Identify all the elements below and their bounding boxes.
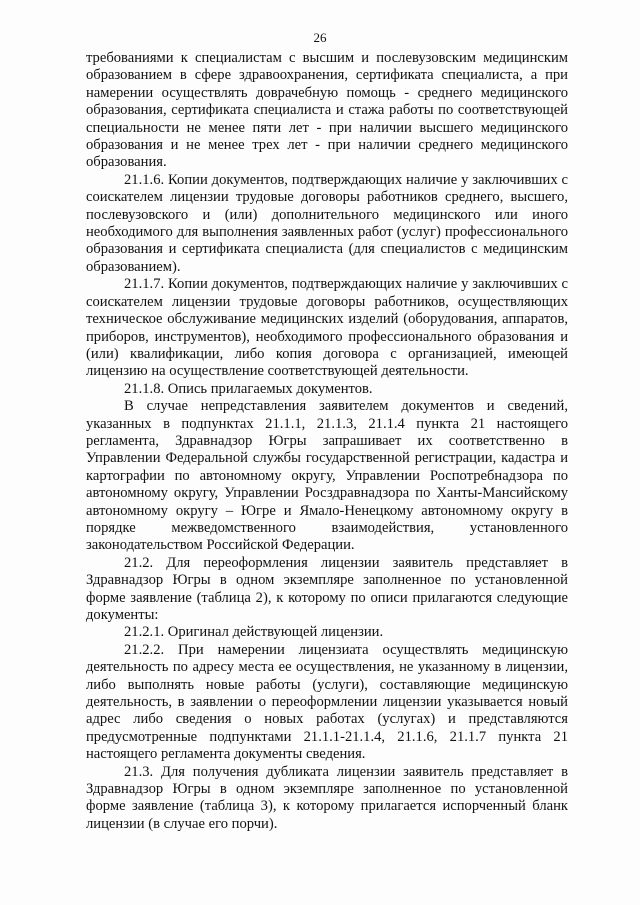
paragraph-21-2-1: 21.2.1. Оригинал действующей лицензии. bbox=[124, 624, 384, 641]
paragraph-21-2: 21.2. Для переоформления лицензии заявитель представляет в Здравнадзор Югры в одном экземпляре заполненное по установленной форме заявление (таблица 2), к которому по описи прилагаются следующие документы: bbox=[86, 554, 568, 623]
paragraph-21-1-6: 21.1.6. Копии документов, подтверждающих наличие у заключивших с соискателем лицензии трудовые договоры работников среднего, высшего, послевузовского и (или) дополнительного медицинского или иного необходимого для выполнения заявленных работ (услуг) профессионального образования и сертификата специалиста (для специалистов с медицинским образованием). bbox=[86, 171, 568, 275]
paragraph-21-1-7: 21.1.7. Копии документов, подтверждающих наличие у заключивших с соискателем лицензии трудовые договоры работников, осуществляющих техническое обслуживание медицинских изделий (оборудования, аппаратов, приборов, инструментов), необходимого профессионального образования и (или) квалификации, либо копия договора с организацией, имеющей лицензию на осуществление соответствующей деятельности. bbox=[86, 276, 568, 380]
paragraph-21-3: 21.3. Для получения дубликата лицензии заявитель представляет в Здравнадзор Югры в одном экземпляре заполненное по установленной форме заявление (таблица 3), к которому прилагается испорченный бланк лицензии (в случае его порчи). bbox=[86, 763, 568, 832]
paragraph-continuation: требованиями к специалистам с высшим и послевузовским медицинским образованием в сфере здравоохранения, сертификата специалиста, а при намерении осуществлять доврачебную помощь - среднего медицинского образования, сертификата специалиста и стажа работы по соответствующей специальности не менее пяти лет - при наличии высшего медицинского образования и не менее трех лет - при наличии среднего медицинского образования. bbox=[86, 50, 568, 171]
document-body bbox=[86, 50, 568, 833]
paragraph-21-1-8: 21.1.8. Опись прилагаемых документов. bbox=[124, 380, 373, 397]
paragraph-nonsubmission: В случае непредставления заявителем документов и сведений, указанных в подпунктах 21.1.1, 21.1.3, 21.1.4 пункта 21 настоящего регламента, Здравнадзор Югры запрашивает их соответственно в Управлении Федеральной службы государственной регистрации, кадастра и картографии по автономному округу, Управлении Роспотребнадзора по автономному округу, Управлении Росздравнадзора по Ханты-Мансийскому автономному округу – Югре и Ямало-Ненецкому автономному округу в порядке межведомственного взаимодействия, установленного законодательством Российской Федерации. bbox=[86, 398, 568, 554]
paragraph-21-2-2: 21.2.2. При намерении лицензиата осуществлять медицинскую деятельность по адресу места ее осуществления, не указанному в лицензии, либо выполнять новые работы (услуги), составляющие медицинскую деятельность, в заявлении о переоформлении лицензии указывается новый адрес либо сведения о новых работах (услугах) и представляются предусмотренные подпунктами 21.1.1-21.1.4, 21.1.6, 21.1.7 пункта 21 настоящего регламента документы сведения. bbox=[86, 641, 568, 763]
page-number: 26 bbox=[313, 30, 327, 45]
